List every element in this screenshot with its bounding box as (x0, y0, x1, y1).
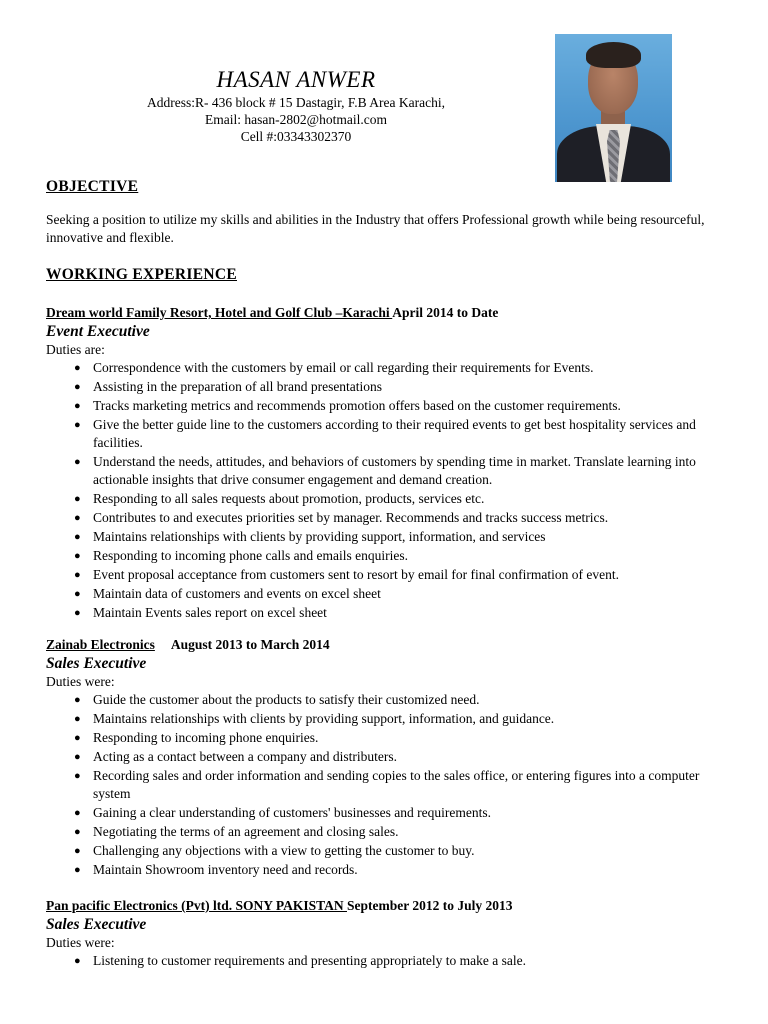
duty-text: Acting as a contact between a company and distributers. (93, 749, 398, 764)
list-item (46, 547, 721, 565)
duty-text: Maintains relationships with clients by providing support, information, and guidance. (93, 711, 555, 726)
list-item (46, 710, 721, 728)
bullet-icon: ● (74, 362, 81, 374)
bullet-icon: ● (74, 770, 81, 782)
bullet-icon: ● (74, 864, 81, 876)
job-entry (46, 897, 736, 971)
duty-text: Gaining a clear understanding of customers' businesses and requirements. (93, 805, 491, 820)
bullet-icon: ● (74, 694, 81, 706)
job-period: August 2013 to March 2014 (170, 637, 330, 652)
candidate-name: HASAN ANWER (216, 67, 376, 92)
bullet-icon: ● (74, 381, 81, 393)
duties-label: Duties were: (46, 674, 115, 689)
job-role: Sales Executive (46, 916, 147, 933)
bullet-icon: ● (74, 550, 81, 562)
job-header (46, 897, 736, 915)
list-item (46, 453, 721, 489)
list-item (46, 823, 721, 841)
duty-text: Responding to all sales requests about promotion, products, services etc. (93, 491, 485, 506)
duty-text: Negotiating the terms of an agreement and closing sales. (93, 824, 399, 839)
list-item (46, 359, 721, 377)
bullet-icon: ● (74, 419, 81, 431)
duty-text: Responding to incoming phone enquiries. (93, 730, 319, 745)
bullet-icon: ● (74, 732, 81, 744)
bullet-icon: ● (74, 569, 81, 581)
job-role: Sales Executive (46, 655, 147, 672)
duty-text: Recording sales and order information and sending copies to the sales office, or entering figures into a computer system (93, 768, 700, 801)
list-item (46, 952, 721, 970)
duty-text: Contributes to and executes priorities set by manager. Recommends and tracks success metrics. (93, 510, 609, 525)
cell-line: Cell #:03343302370 (240, 129, 352, 144)
job-entry (46, 304, 736, 623)
objective-text: Seeking a position to utilize my skills and abilities in the Industry that offers Professional growth while being resourceful, innovative and flexible. (46, 212, 705, 245)
duty-text: Maintain data of customers and events on excel sheet (93, 586, 381, 601)
list-item (46, 748, 721, 766)
list-item (46, 804, 721, 822)
profile-photo (555, 34, 672, 182)
company-name: Pan pacific Electronics (Pvt) ltd. SONY PAKISTAN (46, 898, 347, 913)
duty-text: Listening to customer requirements and presenting appropriately to make a sale. (93, 953, 526, 968)
bullet-icon: ● (74, 493, 81, 505)
bullet-icon: ● (74, 607, 81, 619)
experience-heading: WORKING EXPERIENCE (46, 266, 237, 283)
duties-list (46, 359, 736, 622)
address-line: Address:R- 436 block # 15 Dastagir, F.B Area Karachi, (147, 95, 445, 110)
list-item (46, 842, 721, 860)
job-header (46, 636, 736, 654)
job-period: September 2012 to July 2013 (346, 898, 513, 913)
duty-text: Responding to incoming phone calls and emails enquiries. (93, 548, 408, 563)
bullet-icon: ● (74, 955, 81, 967)
duty-text: Maintain Events sales report on excel sheet (93, 605, 327, 620)
bullet-icon: ● (74, 826, 81, 838)
job-period: April 2014 to Date (392, 305, 499, 320)
duties-list (46, 952, 736, 970)
list-item (46, 378, 721, 396)
duties-label: Duties are: (46, 342, 105, 357)
list-item (46, 397, 721, 415)
company-name: Dream world Family Resort, Hotel and Golf Club –Karachi (46, 305, 393, 320)
list-item (46, 691, 721, 709)
job-header (46, 304, 736, 322)
bullet-icon: ● (74, 845, 81, 857)
list-item (46, 490, 721, 508)
duty-text: Event proposal acceptance from customers sent to resort by email for final confirmation of event. (93, 567, 619, 582)
email-line: Email: hasan-2802@hotmail.com (205, 112, 387, 127)
duty-text: Maintains relationships with clients by providing support, information, and services (93, 529, 546, 544)
duty-text: Guide the customer about the products to satisfy their customized need. (93, 692, 480, 707)
duty-text: Correspondence with the customers by email or call regarding their requirements for Events. (93, 360, 594, 375)
duty-text: Challenging any objections with a view to getting the customer to buy. (93, 843, 475, 858)
bullet-icon: ● (74, 512, 81, 524)
bullet-icon: ● (74, 456, 81, 468)
bullet-icon: ● (74, 751, 81, 763)
list-item (46, 509, 721, 527)
duties-list (46, 691, 736, 879)
list-item (46, 604, 721, 622)
job-role: Event Executive (46, 323, 150, 340)
job-entry (46, 636, 736, 880)
list-item (46, 416, 721, 452)
bullet-icon: ● (74, 807, 81, 819)
duties-label: Duties were: (46, 935, 115, 950)
objective-heading: OBJECTIVE (46, 178, 139, 195)
list-item (46, 861, 721, 879)
bullet-icon: ● (74, 531, 81, 543)
photo-hair (586, 42, 641, 68)
duty-text: Understand the needs, attitudes, and behaviors of customers by spending time in market. Translate learning into actionable insights that drive consumer engagement and demand creation. (93, 454, 696, 487)
duty-text: Give the better guide line to the customers according to their required events to get best hospitality services and facilities. (93, 417, 696, 450)
list-item (46, 566, 721, 584)
bullet-icon: ● (74, 400, 81, 412)
company-name: Zainab Electronics (46, 637, 155, 652)
list-item (46, 585, 721, 603)
duty-text: Maintain Showroom inventory need and records. (93, 862, 358, 877)
bullet-icon: ● (74, 588, 81, 600)
bullet-icon: ● (74, 713, 81, 725)
list-item (46, 528, 721, 546)
list-item (46, 729, 721, 747)
resume-header (0, 66, 592, 145)
duty-text: Assisting in the preparation of all brand presentations (93, 379, 383, 394)
list-item (46, 767, 721, 803)
duty-text: Tracks marketing metrics and recommends promotion offers based on the customer requirements. (93, 398, 621, 413)
